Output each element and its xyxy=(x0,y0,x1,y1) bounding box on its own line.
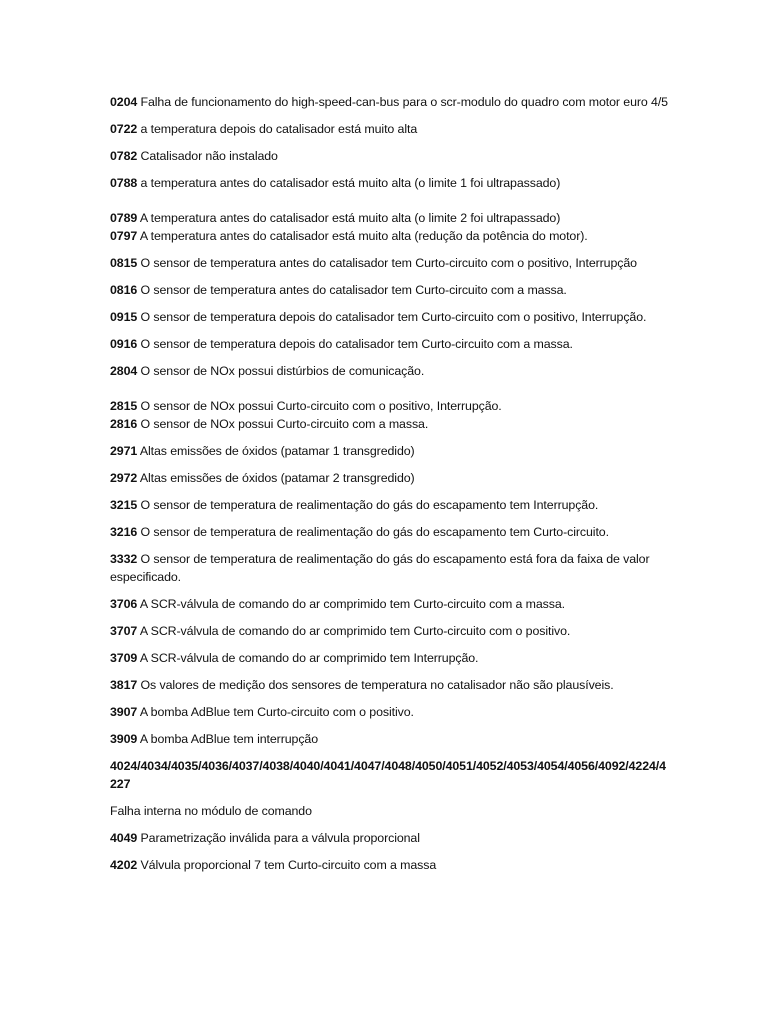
entry-3216 xyxy=(110,523,670,541)
entry-0915 xyxy=(110,308,670,326)
entry-2971 xyxy=(110,442,670,460)
fault-description: A bomba AdBlue tem interrupção xyxy=(139,732,318,746)
fault-code: 2972 xyxy=(110,471,138,485)
fault-code: 0788 xyxy=(110,176,138,190)
fault-description: O sensor de temperatura depois do catalisador tem Curto-circuito com a massa. xyxy=(140,337,573,351)
entry-3709 xyxy=(110,649,670,667)
fault-description: A temperatura antes do catalisador está muito alta (o limite 2 foi ultrapassado) xyxy=(139,211,561,225)
fault-description: O sensor de temperatura de realimentação do gás do escapamento está fora da faixa de valor especificado. xyxy=(110,552,650,584)
entry-2815 xyxy=(110,397,670,415)
fault-code: 0797 xyxy=(110,229,138,243)
entry-3706 xyxy=(110,595,670,613)
fault-description: Parametrização inválida para a válvula proporcional xyxy=(140,831,420,845)
fault-description: Altas emissões de óxidos (patamar 2 transgredido) xyxy=(139,471,415,485)
fault-code: 2971 xyxy=(110,444,138,458)
entry-3707 xyxy=(110,622,670,640)
entry-0782 xyxy=(110,147,670,165)
fault-code: 3909 xyxy=(110,732,138,746)
entry-2804 xyxy=(110,362,670,380)
fault-code: 0815 xyxy=(110,256,138,270)
fault-code: 0782 xyxy=(110,149,138,163)
fault-code: 2804 xyxy=(110,364,138,378)
entry-3817 xyxy=(110,676,670,694)
entry-3907 xyxy=(110,703,670,721)
fault-description: Altas emissões de óxidos (patamar 1 transgredido) xyxy=(139,444,415,458)
fault-code: 3706 xyxy=(110,597,138,611)
fault-code: 3709 xyxy=(110,651,138,665)
fault-description: O sensor de NOx possui Curto-circuito com o positivo, Interrupção. xyxy=(140,399,502,413)
grouped-fault-codes: 4024/4034/4035/4036/4037/4038/4040/4041/4047/4048/4050/4051/4052/4053/4054/4056/4092/4224/4227 xyxy=(110,759,666,791)
entry-0204 xyxy=(110,93,670,111)
fault-description: A SCR-válvula de comando do ar comprimido tem Curto-circuito com o positivo. xyxy=(139,624,571,638)
entry-0722 xyxy=(110,120,670,138)
fault-code: 3707 xyxy=(110,624,138,638)
entry-0815 xyxy=(110,254,670,272)
fault-description: Catalisador não instalado xyxy=(140,149,278,163)
fault-description: O sensor de NOx possui Curto-circuito com a massa. xyxy=(140,417,429,431)
entry-2816 xyxy=(110,415,670,433)
fault-description: a temperatura depois do catalisador está muito alta xyxy=(140,122,418,136)
fault-code: 0722 xyxy=(110,122,138,136)
fault-description: A bomba AdBlue tem Curto-circuito com o positivo. xyxy=(139,705,414,719)
fault-description: A SCR-válvula de comando do ar comprimido tem Curto-circuito com a massa. xyxy=(139,597,566,611)
fault-code: 2816 xyxy=(110,417,138,431)
fault-description: a temperatura antes do catalisador está muito alta (o limite 1 foi ultrapassado) xyxy=(140,176,561,190)
fault-code: 3332 xyxy=(110,552,138,566)
fault-description: Os valores de medição dos sensores de temperatura no catalisador não são plausíveis. xyxy=(140,678,614,692)
fault-description: Falha de funcionamento do high-speed-can-bus para o scr-modulo do quadro com motor euro 4/5 xyxy=(140,95,668,109)
grouped-fault-description: Falha interna no módulo de comando xyxy=(110,804,312,818)
entry-0797 xyxy=(110,227,670,245)
fault-description: O sensor de temperatura de realimentação do gás do escapamento tem Interrupção. xyxy=(140,498,599,512)
entry-0816 xyxy=(110,281,670,299)
fault-code: 4049 xyxy=(110,831,138,845)
entry-3332 xyxy=(110,550,670,586)
fault-code: 0204 xyxy=(110,95,138,109)
fault-description: O sensor de NOx possui distúrbios de comunicação. xyxy=(140,364,425,378)
fault-code: 0916 xyxy=(110,337,138,351)
fault-code: 3215 xyxy=(110,498,138,512)
entry-0788 xyxy=(110,174,670,192)
fault-code: 4202 xyxy=(110,858,138,872)
fault-description: A SCR-válvula de comando do ar comprimido tem Interrupção. xyxy=(139,651,479,665)
entry-3909 xyxy=(110,730,670,748)
fault-code: 0816 xyxy=(110,283,138,297)
fault-code: 3817 xyxy=(110,678,138,692)
fault-code: 2815 xyxy=(110,399,138,413)
fault-code: 0915 xyxy=(110,310,138,324)
fault-description: O sensor de temperatura de realimentação do gás do escapamento tem Curto-circuito. xyxy=(140,525,609,539)
entry-4049 xyxy=(110,829,670,847)
fault-code: 3907 xyxy=(110,705,138,719)
fault-description: O sensor de temperatura depois do catalisador tem Curto-circuito com o positivo, Interrupção. xyxy=(140,310,647,324)
fault-code: 0789 xyxy=(110,211,138,225)
fault-description: O sensor de temperatura antes do catalisador tem Curto-circuito com a massa. xyxy=(140,283,567,297)
fault-description: A temperatura antes do catalisador está muito alta (redução da potência do motor). xyxy=(139,229,588,243)
entry-3215 xyxy=(110,496,670,514)
fault-code-list xyxy=(110,93,670,883)
fault-description: Válvula proporcional 7 tem Curto-circuito com a massa xyxy=(140,858,437,872)
entry-4202 xyxy=(110,856,670,874)
entry-2972 xyxy=(110,469,670,487)
fault-code: 3216 xyxy=(110,525,138,539)
entry-0916 xyxy=(110,335,670,353)
fault-description: O sensor de temperatura antes do catalisador tem Curto-circuito com o positivo, Interrupção xyxy=(140,256,637,270)
entry-0789 xyxy=(110,209,670,227)
